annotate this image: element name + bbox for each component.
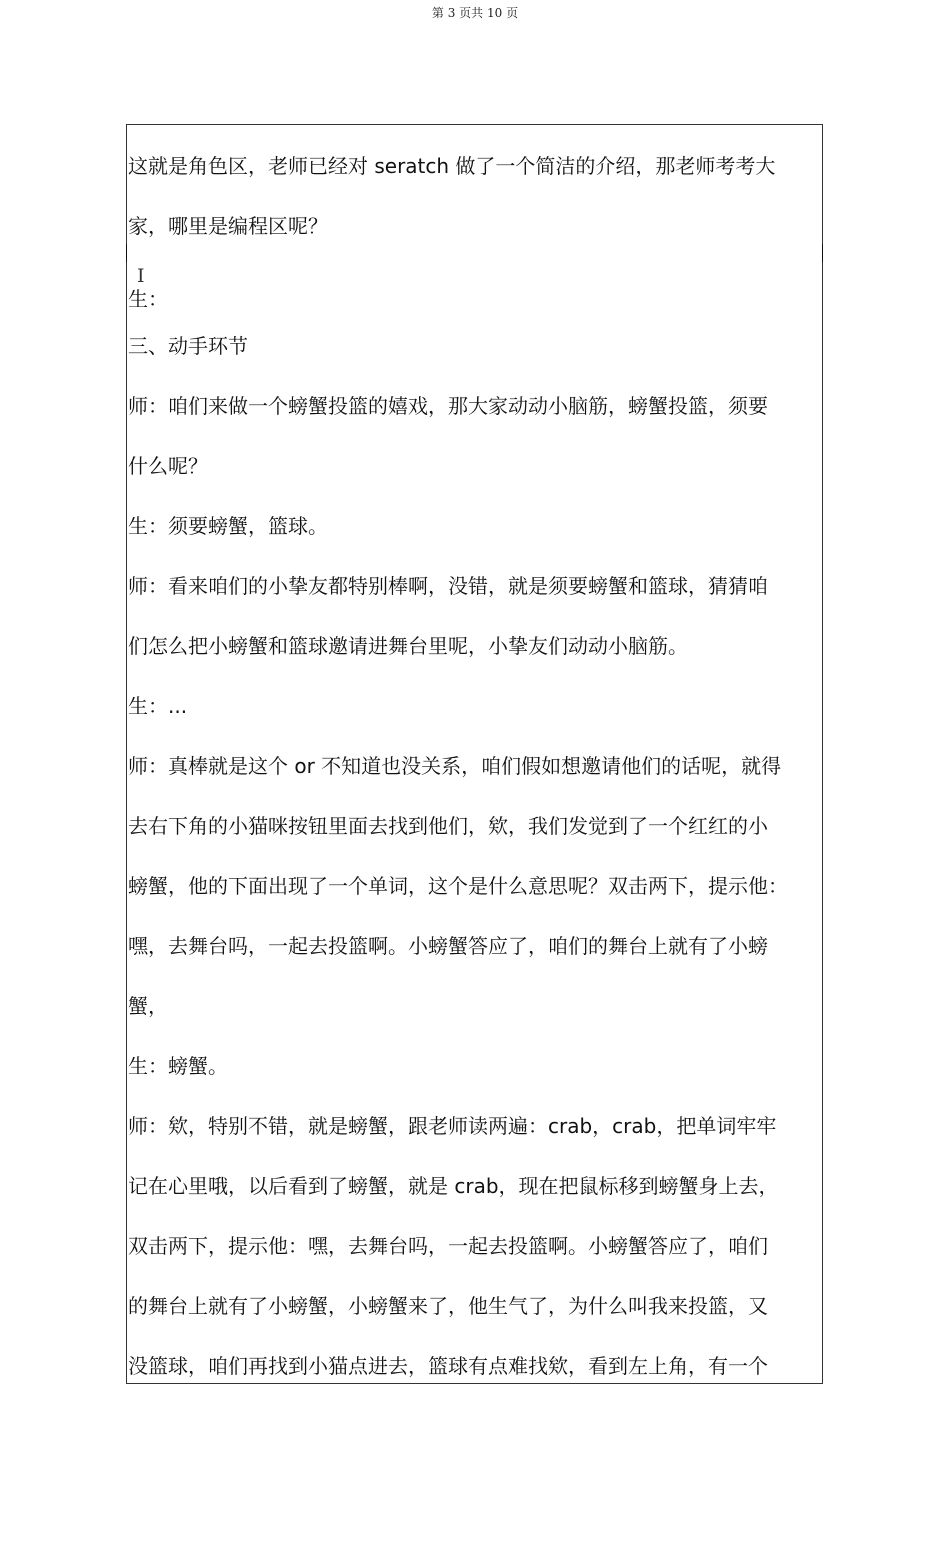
text-cursor-icon: I <box>137 265 145 287</box>
text-line: 没篮球，咱们再找到小猫点进去，篮球有点难找欸，看到左上角，有一个 <box>128 1354 768 1378</box>
text-line: 螃蟹，他的下面出现了一个单词，这个是什么意思呢？双击两下，提示他： <box>128 874 788 898</box>
text-line: 生：螃蟹。 <box>128 1054 228 1078</box>
text-line: 师：看来咱们的小挚友都特别棒啊，没错，就是须要螃蟹和篮球，猜猜咱 <box>128 574 768 598</box>
text-line: 的舞台上就有了小螃蟹，小螃蟹来了，他生气了，为什么叫我来投篮，又 <box>128 1294 768 1318</box>
text-line: 这就是角色区，老师已经对 seratch 做了一个简洁的介绍，那老师考考大 <box>128 154 776 178</box>
text-line: 生： <box>128 287 168 311</box>
text-line: 记在心里哦，以后看到了螃蟹，就是 crab，现在把鼠标移到螃蟹身上去， <box>128 1174 779 1198</box>
text-line: 生：须要螃蟹，篮球。 <box>128 514 328 538</box>
frame-divider-left <box>126 244 127 262</box>
text-line: 生：... <box>128 694 188 718</box>
text-line: 蟹， <box>128 994 168 1018</box>
text-line: 什么呢？ <box>128 454 208 478</box>
text-line: 师：欸，特别不错，就是螃蟹，跟老师读两遍：crab，crab，把单词牢牢 <box>128 1114 777 1138</box>
document-text <box>128 136 828 1396</box>
text-line: 们怎么把小螃蟹和篮球邀请进舞台里呢，小挚友们动动小脑筋。 <box>128 634 688 658</box>
text-line: 家，哪里是编程区呢？ <box>128 214 328 238</box>
text-line: 嘿，去舞台吗，一起去投篮啊。小螃蟹答应了，咱们的舞台上就有了小螃 <box>128 934 768 958</box>
page-indicator: 第 3 页共 10 页 <box>431 6 519 20</box>
text-line: 去右下角的小猫咪按钮里面去找到他们，欸，我们发觉到了一个红红的小 <box>128 814 768 838</box>
text-line: 双击两下，提示他：嘿，去舞台吗，一起去投篮啊。小螃蟹答应了，咱们 <box>128 1234 768 1258</box>
text-line: 师：真棒就是这个 or 不知道也没关系，咱们假如想邀请他们的话呢，就得 <box>128 754 782 778</box>
section-heading: 三、动手环节 <box>128 334 248 358</box>
text-line: 师：咱们来做一个螃蟹投篮的嬉戏，那大家动动小脑筋，螃蟹投篮，须要 <box>128 394 768 418</box>
